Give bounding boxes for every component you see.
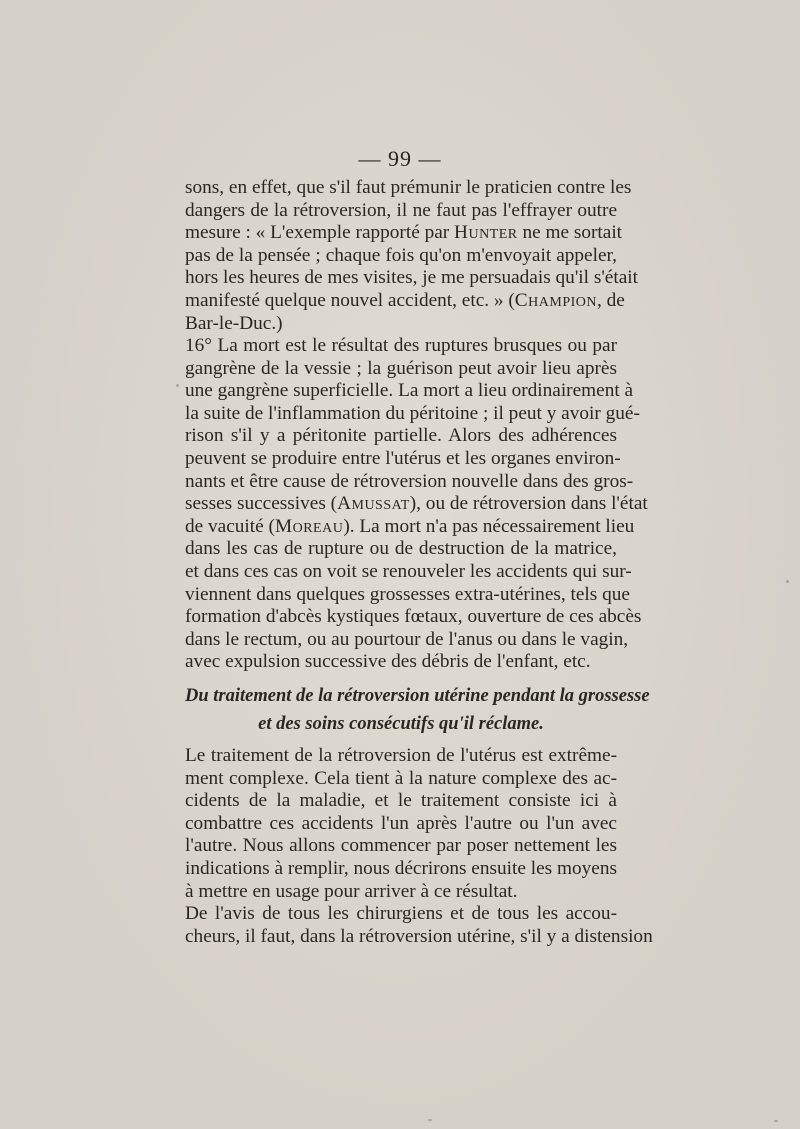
text-line: De l'avis de tous les chirurgiens et de tous les accou- <box>185 903 617 924</box>
text-line: combattre ces accidents l'un après l'autre ou l'un avec <box>185 812 617 834</box>
text-line: gangrène de la vessie ; la guérison peut avoir lieu après <box>185 357 617 379</box>
heading-line: et des soins consécutifs qu'il réclame. <box>258 714 544 734</box>
text-line: dans les cas de rupture ou de destruction de la matrice, <box>185 538 617 560</box>
text-line: Bar-le-Duc.) <box>185 312 283 334</box>
text-line: rison s'il y a péritonite partielle. Alors des adhérences <box>185 425 617 447</box>
text-line: pas de la pensée ; chaque fois qu'on m'envoyait appeler, <box>185 244 617 266</box>
text-line: cheurs, il faut, dans la rétroversion utérine, s'il y a distension <box>185 925 653 947</box>
text-segment: mesure : « L'exemple rapporté par <box>185 222 450 244</box>
text-line: dans le rectum, ou au pourtour de l'anus ou dans le vagin, <box>185 628 629 650</box>
text-line: et dans ces cas on voit se renouveler les accidents qui sur- <box>185 560 632 582</box>
text-line <box>185 222 623 245</box>
text-line: peuvent se produire entre l'utérus et les organes environ- <box>185 447 621 469</box>
author-name: Champion <box>514 289 597 311</box>
heading-line: Du traitement de la rétroversion utérine pendant la grossesse <box>185 686 650 706</box>
paragraph-treatment <box>185 745 617 903</box>
text-line <box>185 289 625 313</box>
text-line: l'autre. Nous allons commencer par poser nettement les <box>185 835 617 857</box>
text-line: Le traitement de la rétroversion de l'utérus est extrême- <box>185 745 617 766</box>
text-segment: de vacuité ( <box>185 515 275 537</box>
paper-speck <box>176 384 179 387</box>
text-line: cidents de la maladie, et le traitement consiste ici à <box>185 790 617 812</box>
text-line: formation d'abcès kystiques fœtaux, ouverture de ces abcès <box>185 606 642 628</box>
text-segment: ). La mort n'a pas nécessairement lieu <box>343 515 635 537</box>
text-line: viennent dans quelques grossesses extra-utérines, tels que <box>185 583 630 605</box>
section-heading <box>185 682 650 738</box>
author-name: Moreau <box>274 515 344 537</box>
text-segment: manifesté quelque nouvel accident, etc. » ( <box>185 289 515 311</box>
text-line <box>185 515 635 539</box>
text-line: sons, en effet, que s'il faut prémunir le praticien contre les <box>185 177 632 198</box>
author-name: Amussat <box>337 493 410 515</box>
paper-speck <box>786 580 789 583</box>
text-line: nants et être cause de rétroversion nouvelle dans des gros- <box>185 470 634 492</box>
text-line <box>185 493 648 516</box>
text-segment: sesses successives ( <box>185 493 338 515</box>
author-name: Hunter <box>454 222 518 244</box>
text-line: avec expulsion successive des débris de l'enfant, etc. <box>185 651 591 673</box>
paragraph-item-16 <box>185 335 648 674</box>
paper-speck <box>428 1119 432 1121</box>
text-segment: , de <box>597 289 625 311</box>
text-line: dangers de la rétroversion, il ne faut pas l'effrayer outre <box>185 199 617 221</box>
text-line: ment complexe. Cela tient à la nature complexe des ac- <box>185 767 617 789</box>
text-line: la suite de l'inflammation du péritoine ; il peut y avoir gué- <box>185 402 640 424</box>
paper-speck <box>774 1120 778 1122</box>
paragraph-surgeons <box>185 903 653 948</box>
page-number: — 99 — <box>358 146 442 171</box>
text-line: hors les heures de mes visites, je me persuadais qu'il s'était <box>185 267 638 289</box>
paragraph-continuation <box>185 177 638 335</box>
text-line: une gangrène superficielle. La mort a lieu ordinairement à <box>185 380 634 402</box>
text-segment: ), ou de rétroversion dans l'état <box>409 493 648 515</box>
text-line: indications à remplir, nous décrirons ensuite les moyens <box>185 857 617 879</box>
text-line: 16° La mort est le résultat des ruptures brusques ou par <box>185 335 617 356</box>
text-line: à mettre en usage pour arriver à ce résultat. <box>185 880 518 902</box>
text-segment: ne me sortait <box>522 222 623 244</box>
